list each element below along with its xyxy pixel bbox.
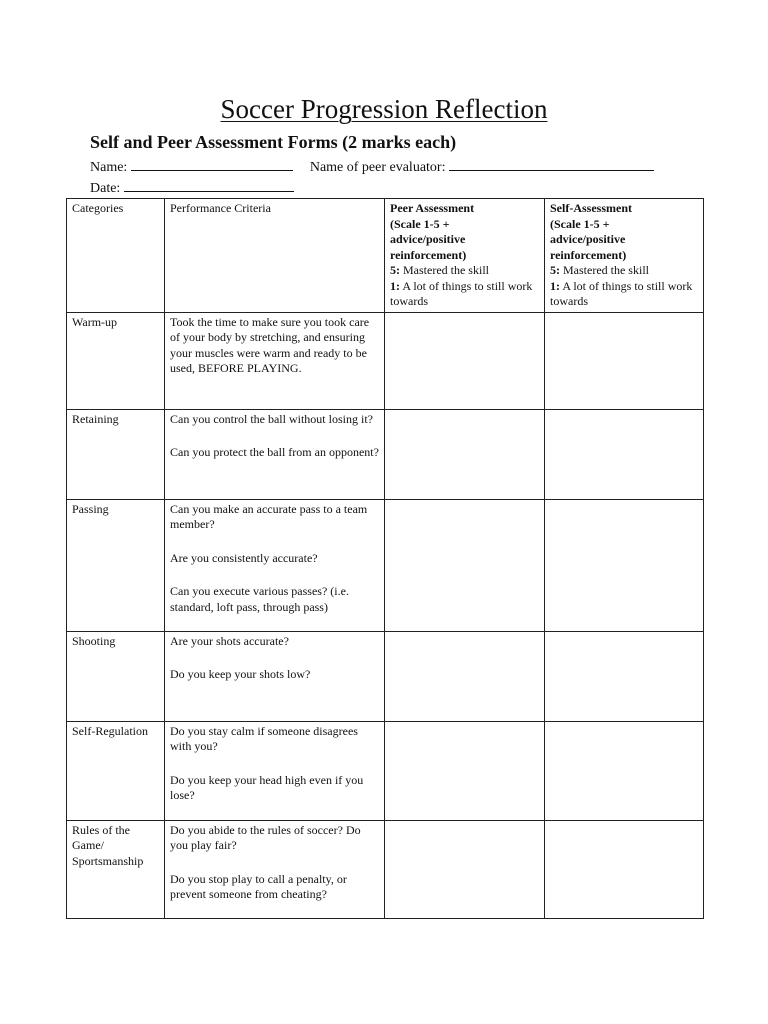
self-title: Self-Assessment bbox=[550, 201, 632, 215]
categories-header: Categories bbox=[67, 199, 165, 313]
subtitle: Self and Peer Assessment Forms (2 marks each) bbox=[90, 132, 457, 152]
date-blank[interactable] bbox=[124, 179, 294, 192]
self-five-num: 5: bbox=[550, 263, 560, 277]
peer-scale-2: advice/positive bbox=[390, 232, 466, 246]
peer-five-num: 5: bbox=[390, 263, 400, 277]
criteria-cell bbox=[165, 631, 385, 721]
self-score-cell[interactable] bbox=[545, 721, 704, 820]
self-scale-2: advice/positive bbox=[550, 232, 626, 246]
self-five-text: Mastered the skill bbox=[563, 263, 649, 277]
self-one-text: A lot of things to still work towards bbox=[550, 278, 693, 308]
table-row bbox=[67, 820, 704, 918]
name-label: Name: bbox=[90, 160, 128, 175]
assessment-table bbox=[66, 198, 704, 919]
peer-evaluator-label: Name of peer evaluator: bbox=[309, 160, 446, 175]
name-row bbox=[90, 158, 654, 177]
category-cell: Retaining bbox=[67, 409, 165, 499]
peer-score-cell[interactable] bbox=[385, 312, 545, 409]
page-title bbox=[0, 92, 768, 126]
self-one-line bbox=[550, 279, 698, 310]
criteria-cell bbox=[165, 820, 385, 918]
peer-score-cell[interactable] bbox=[385, 409, 545, 499]
self-scale-3: reinforcement) bbox=[550, 247, 627, 262]
criteria-text: Do you stay calm if someone disagrees with you? bbox=[170, 723, 358, 753]
peer-assessment-header bbox=[385, 199, 545, 313]
header-row bbox=[67, 199, 704, 313]
peer-five-text: Mastered the skill bbox=[403, 263, 489, 277]
criteria-text: Do you stop play to call a penalty, or prevent someone from cheating? bbox=[170, 871, 347, 901]
peer-one-num: 1: bbox=[390, 278, 400, 293]
criteria-header: Performance Criteria bbox=[165, 199, 385, 313]
criteria-text: Can you control the ball without losing it? bbox=[170, 411, 373, 426]
table-row bbox=[67, 499, 704, 631]
criteria-text: Are you consistently accurate? bbox=[170, 550, 318, 565]
criteria-text: Can you make an accurate pass to a team member? bbox=[170, 501, 368, 531]
peer-scale-3: reinforcement) bbox=[390, 247, 467, 262]
table-row bbox=[67, 409, 704, 499]
date-label: Date: bbox=[90, 181, 121, 196]
category-cell: Shooting bbox=[67, 631, 165, 721]
name-blank[interactable] bbox=[131, 158, 293, 171]
self-one-num: 1: bbox=[550, 278, 560, 293]
category-cell: Rules of the Game/ Sportsmanship bbox=[67, 820, 165, 918]
category-cell: Self-Regulation bbox=[67, 721, 165, 820]
self-five-line bbox=[550, 263, 698, 279]
criteria-cell bbox=[165, 721, 385, 820]
criteria-cell bbox=[165, 409, 385, 499]
self-score-cell[interactable] bbox=[545, 312, 704, 409]
criteria-text: Can you protect the ball from an opponent? bbox=[170, 445, 379, 459]
peer-title: Peer Assessment bbox=[390, 201, 475, 215]
self-score-cell[interactable] bbox=[545, 631, 704, 721]
peer-one-line bbox=[390, 279, 539, 310]
page-title-text: Soccer Progression Reflection bbox=[220, 94, 548, 124]
peer-score-cell[interactable] bbox=[385, 499, 545, 631]
peer-scale-1: (Scale 1-5 + bbox=[390, 216, 450, 231]
peer-score-cell[interactable] bbox=[385, 721, 545, 820]
self-score-cell[interactable] bbox=[545, 409, 704, 499]
category-cell: Passing bbox=[67, 499, 165, 631]
criteria-text: Do you keep your head high even if you lose? bbox=[170, 772, 364, 802]
table-row bbox=[67, 312, 704, 409]
date-row bbox=[90, 179, 294, 198]
peer-score-cell[interactable] bbox=[385, 631, 545, 721]
criteria-text: Do you abide to the rules of soccer? Do you play fair? bbox=[170, 822, 361, 852]
peer-one-text: A lot of things to still work towards bbox=[390, 278, 533, 308]
self-score-cell[interactable] bbox=[545, 499, 704, 631]
criteria-cell bbox=[165, 312, 385, 409]
peer-score-cell[interactable] bbox=[385, 820, 545, 918]
criteria-text: Are your shots accurate? bbox=[170, 633, 289, 648]
criteria-text: Took the time to make sure you took care of your body by stretching, and ensuring your muscles were warm and ready to be used, BEFORE PLAYING. bbox=[170, 314, 370, 375]
criteria-text: Can you execute various passes? (i.e. standard, loft pass, through pass) bbox=[170, 584, 349, 614]
self-assessment-header bbox=[545, 199, 704, 313]
self-score-cell[interactable] bbox=[545, 820, 704, 918]
self-scale-1: (Scale 1-5 + bbox=[550, 216, 610, 231]
peer-five-line bbox=[390, 263, 539, 279]
peer-evaluator-blank[interactable] bbox=[449, 158, 654, 171]
table-row bbox=[67, 721, 704, 820]
criteria-text: Do you keep your shots low? bbox=[170, 667, 311, 681]
category-cell: Warm-up bbox=[67, 312, 165, 409]
criteria-cell bbox=[165, 499, 385, 631]
table-row bbox=[67, 631, 704, 721]
